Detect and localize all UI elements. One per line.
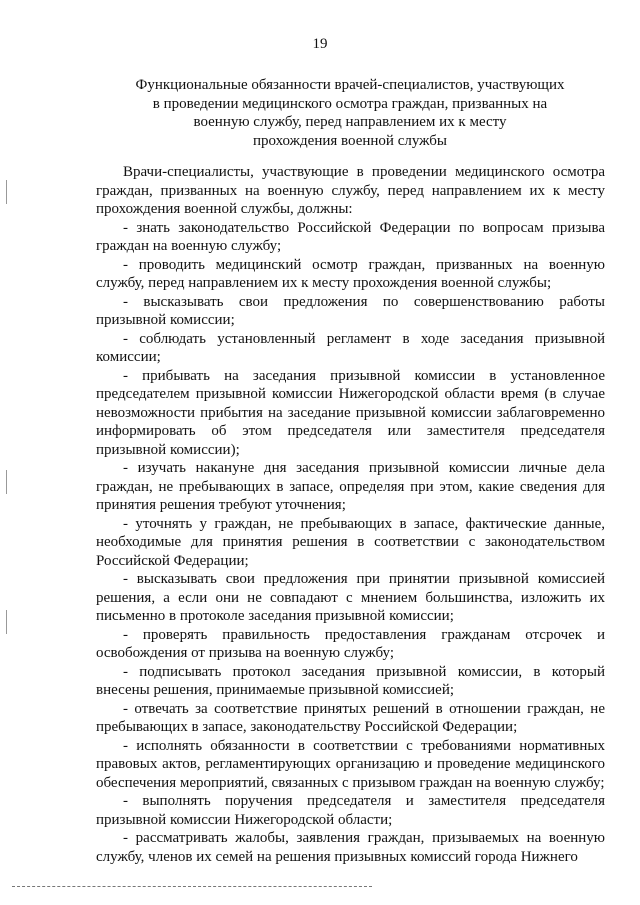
duty-item: - соблюдать установленный регламент в ходе заседания призывной комиссии;: [96, 330, 605, 365]
scan-edge-mark: [6, 610, 7, 634]
duty-item: - проводить медицинский осмотр граждан, призванных на военную службу, перед направлением их к месту прохождения военной службы;: [96, 256, 605, 291]
document-body: [96, 163, 605, 866]
title-line: в проведении медицинского осмотра граждан, призванных на: [152, 95, 548, 112]
duty-item: - исполнять обязанности в соответствии с требованиями нормативных правовых актов, регламентирующих организацию и проведение медицинского обеспечения мероприятий, связанных с призывом граждан на военную службу;: [96, 737, 605, 791]
duty-item: - выполнять поручения председателя и заместителя председателя призывной комиссии Нижегородской области;: [96, 793, 605, 828]
scan-footer-line: [12, 886, 372, 887]
title-line: военную службу, перед направлением их к месту: [193, 114, 507, 130]
duty-item: - высказывать свои предложения при принятии призывной комиссией решения, а если они не совпадают с мнением большинства, изложить их письменно в протоколе заседания призывной комиссии;: [96, 571, 605, 624]
document-title: [92, 76, 608, 150]
duty-item: - высказывать свои предложения по совершенствованию работы призывной комиссии;: [96, 293, 605, 328]
duty-item: - проверять правильность предоставления гражданам отсрочек и освобождения от призыва на военную службу;: [96, 626, 605, 661]
duty-item: - отвечать за соответствие принятых решений в отношении граждан, не пребывающих в запасе, законодательству Российской Федерации;: [96, 700, 605, 735]
duty-item: - изучать накануне дня заседания призывной комиссии личные дела граждан, не пребывающих в запасе, определяя при этом, какие сведения для принятия решения требуют уточнения;: [96, 460, 605, 513]
duty-item: - уточнять у граждан, не пребывающих в запасе, фактические данные, необходимые для принятия решения в соответствии с законодательством Российской Федерации;: [96, 515, 605, 569]
title-line: прохождения военной службы: [252, 132, 448, 149]
intro-paragraph: Врачи-специалисты, участвующие в проведении медицинского осмотра граждан, призванных на военную службу, перед направлением их к месту прохождения военной службы, должны:: [96, 164, 605, 217]
duty-item: - знать законодательство Российской Федерации по вопросам призыва граждан на военную службу;: [96, 219, 605, 254]
title-line: Функциональные обязанности врачей-специалистов, участвующих: [135, 77, 565, 93]
page-number: 19: [312, 36, 328, 52]
duty-item: - подписывать протокол заседания призывной комиссии, в который внесены решения, принимаемые призывной комиссией;: [96, 663, 605, 698]
scan-edge-mark: [6, 470, 7, 494]
duty-item: - рассматривать жалобы, заявления граждан, призываемых на военную службу, членов их семей на решения призывных комиссий города Нижнего: [96, 830, 605, 865]
duty-item: - прибывать на заседания призывной комиссии в установленное председателем призывной комиссии Нижегородской области время (в случае невозможности прибытия на заседание призывной комиссии заблаговременно информировать об этом председателя или заместителя председателя призывной комиссии);: [96, 367, 605, 458]
scan-edge-mark: [6, 180, 7, 204]
